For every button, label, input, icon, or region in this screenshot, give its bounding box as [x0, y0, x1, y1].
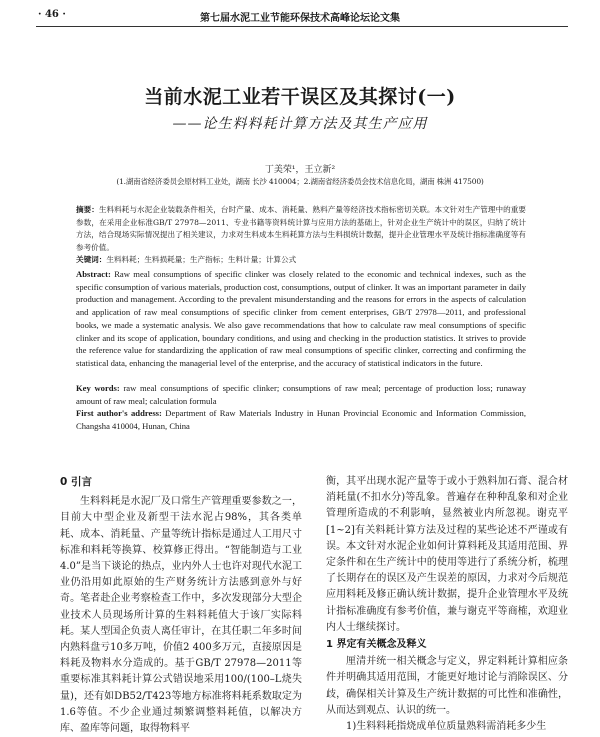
first-author-label: First author's address: — [76, 408, 162, 418]
chinese-abstract-label: 摘要： — [76, 205, 99, 214]
body-paragraph: 1)生料料耗指烧成单位质量熟料需消耗多少生 — [346, 721, 547, 733]
chinese-keywords-label: 关键词： — [76, 255, 107, 264]
running-header: 第七届水泥工业节能环保技术高峰论坛论文集 — [200, 13, 400, 24]
body-paragraph: 厘清并统一相关概念与定义，界定料耗计算相应条件并明确其适用范围，才能更好地讨论与消除误区、分歧，确保相关计算及生产统计数据的可比性和准确性，从而达到观点、认识的统一。 — [326, 656, 568, 716]
english-abstract-text: Raw meal consumptions of specific clinker was closely related to the economic and technical indexes, such as the specific consumption of various materials, production cost, consumptions, output of clinker. It was an important parameter in daily production and management. According to the prevalent misunderstanding and the reasons for errors in the aspects of calculation and application of raw meal consumptions of specific clinker from cement enterprises, GB/T 27978—2011, and professional books, we made a systematic analysis. We also gave recommendations that how to calculate raw meal consumptions of specific clinker and its scope of application, boundary conditions, and using and checking in the production statistics. It strives to provide the reference value for standardizing the application of raw meal consumptions of specific clinker, correcting and confirming the statistical data, enhancing the managerial level of the enterprise, and the accuracy of statistical indicators in the future. — [76, 269, 526, 368]
first-author-address — [76, 407, 526, 432]
english-keywords — [76, 382, 526, 407]
english-keywords-text: raw meal consumptions of specific clinker; consumptions of raw meal; percentage of production loss; runaway amount of raw meal; calculation formula — [76, 383, 526, 406]
page-number: · 46 · — [38, 9, 66, 20]
paper-title: 当前水泥工业若干误区及其探讨(一) — [144, 86, 456, 108]
body-column-left — [60, 474, 302, 737]
chinese-keywords-text: 生料料耗；生料损耗量；生产指标；生料计量；计算公式 — [106, 255, 297, 264]
first-author-text: Department of Raw Materials Industry in Hunan Provincial Economic and Information Commission, Changsha 410004, Hunan, China — [76, 408, 526, 431]
body-paragraph-continued: 衡，其平出现水泥产量等于或小于熟料加石膏、混合材消耗量(不扣水分)等乱象。普遍存在种种乱象和对企业管理所造成的不利影响，显然被业内所忽视。谢克平[1~2]有关料耗计算方法及过程的某些论述不严谨或有误。本文针对水泥企业如何计算料耗及其适用范围、界定条件和在生产统计中的使用等进行了系统分析，梳理了长期存在的误区及产生误差的原因，力求对今后规范应用料耗及修正确认统计数据，提升企业管理水平及统计指标准确度有参考价值，兼与谢克平等商榷，欢迎业内人士继续探讨。 — [326, 476, 568, 633]
affiliation: (1.湖南省经济委员会原材料工业处，湖南 长沙 410004；2.湖南省经济委员会技术信息化局，湖南 株洲 417500) — [116, 177, 484, 186]
header-divider — [36, 26, 568, 27]
authors: 丁美荣¹，王立新² — [264, 165, 336, 175]
body-paragraph: 生料料耗是水泥厂及口常生产管理重要参数之一，目前大中型企业及新型干法水泥占98%，其各类单耗、成本、消耗量、产量等统计指标是通过人工用尺寸标准和料耗等换算、校算修正得出。“智能制造与工业4.0”是当下谈论的热点，业内外人士也许对现代水泥工业仍沿用如此原始的生产财务统计方法感到意外与好奇。笔者赴企业考察检查工作中，多次发现部分大型企业技术人员现场所计算的生料料耗值大于该厂实际料耗。某人型国企负责人离任审计，在其任职二年多时间内熟料盘亏10多万吨，价值2 400多万元，直接原因是料耗及物料水分造成的。基于GB/T 27978—2011等重要标准其料耗计算公式错误地采用100/(100–L烧失量)，还有如DB52/T423等地方标准将料耗系数取定为1.6等值。不少企业通过频繁调整料耗值，以解决方库、盈库等问题，取得物料平 — [60, 496, 302, 735]
english-keywords-label: Key words: — [76, 383, 120, 393]
chinese-keywords — [76, 254, 526, 267]
section-heading-introduction: 0 引言 — [60, 476, 92, 488]
chinese-abstract — [76, 204, 526, 254]
chinese-abstract-text: 生料料耗与水泥企业装载条件相关，台时产量、成本、消耗量、熟料产量等经济技术指标密切关联。本文针对生产管理中的重要参数，在采用企业标准GB/T 27978—2011、专业书籍等资料统计算与应用方法的基础上，针对企业生产统计中的误区，归纳了统计方法，结合现场实际情况提出了相关建议，力求对生料成本生料耗算方法与生料损统计数据，提升企业管理水平及统计指标准确度等有参考价值。 — [76, 205, 527, 252]
paper-subtitle: ——论生料料耗计算方法及其生产应用 — [172, 116, 428, 132]
english-abstract-label: Abstract: — [76, 269, 111, 279]
english-abstract — [76, 268, 526, 370]
body-column-right — [326, 474, 568, 735]
section-heading-definitions: 1 界定有关概念及释义 — [326, 639, 427, 651]
